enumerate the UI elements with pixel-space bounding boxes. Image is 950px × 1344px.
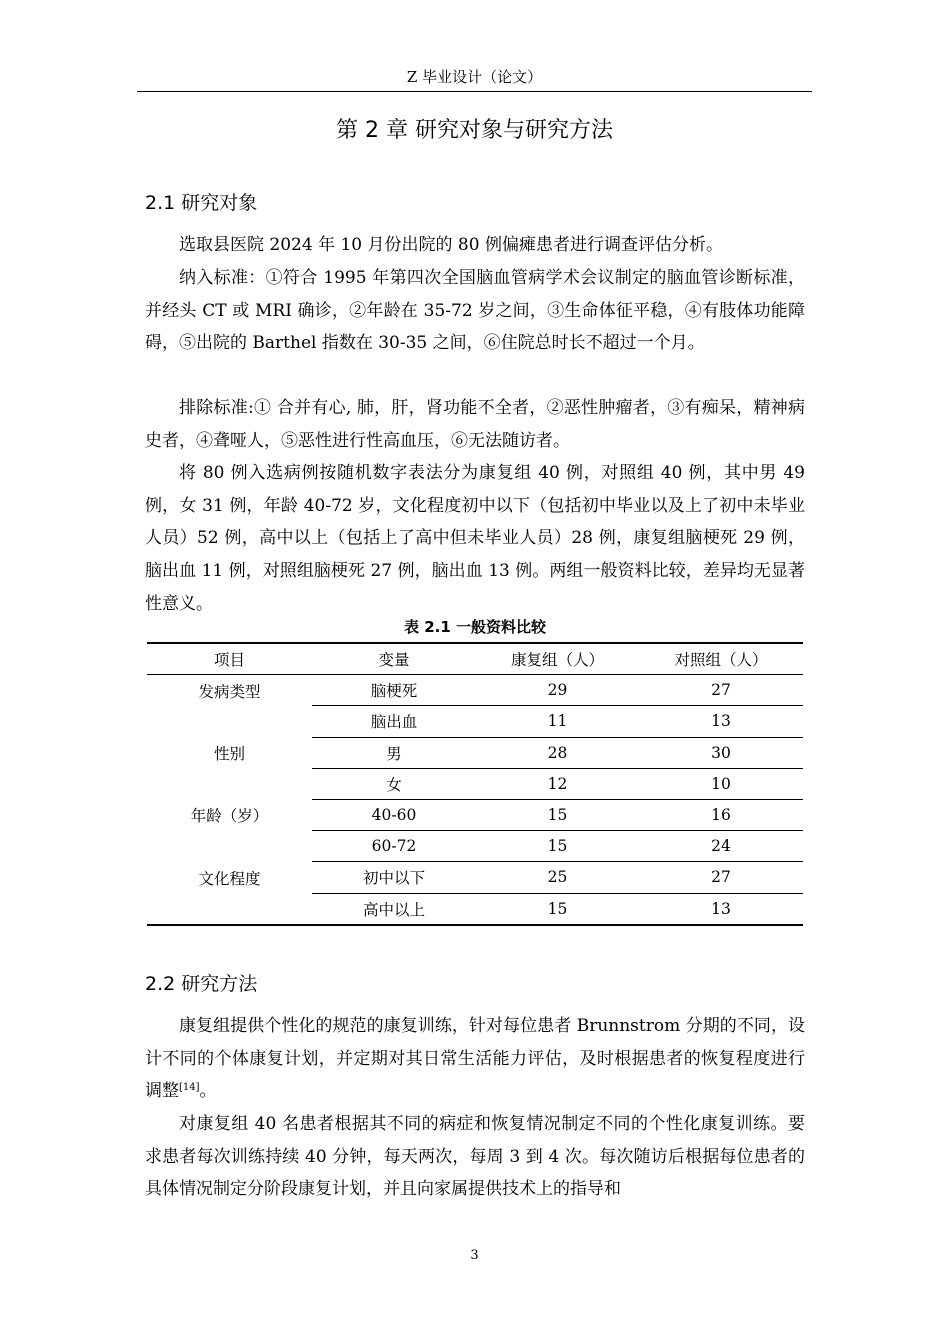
rehab-count-cell: 28 [476, 737, 639, 768]
paragraph-rehab-method-text: 康复组提供个性化的规范的康复训练，针对每位患者 Brunnstrom 分期的不同，设计不同的个体康复计划，并定期对其日常生活能力评估，及时根据患者的恢复程度进行调整 [145, 1016, 805, 1102]
page-number: 3 [470, 1248, 479, 1263]
running-header: Z 毕业设计（论文） [406, 68, 543, 86]
paragraph-end-punctuation: 。 [199, 1081, 217, 1102]
control-count-cell: 27 [639, 862, 803, 893]
paragraph-training-plan: 对康复组 40 名患者根据其不同的病症和恢复情况制定不同的个性化康复训练。要求患者每次训练持续 40 分钟，每天两次，每周 3 到 4 次。每次随访后根据每位患者的具体情况制定分阶段康复计划，并且向家属提供技术上的指导和 [145, 1114, 805, 1200]
rehab-count-cell: 15 [476, 799, 639, 830]
category-cell: 性别 [213, 745, 245, 764]
column-header-item: 项目 [147, 643, 312, 675]
category-cell: 年龄（岁） [190, 807, 269, 826]
table-row [147, 737, 803, 768]
control-count-cell: 13 [639, 706, 803, 737]
column-header-variable: 变量 [312, 643, 476, 675]
column-header-control-group: 对照组（人） [639, 643, 803, 675]
rehab-count-cell: 15 [476, 831, 639, 862]
variable-cell: 脑梗死 [312, 675, 476, 706]
rehab-count-cell: 11 [476, 706, 639, 737]
paragraph-inclusion-criteria: 纳入标准：①符合 1995 年第四次全国脑血管病学术会议制定的脑血管诊断标准，并经头 CT 或 MRI 确诊，②年龄在 35-72 岁之间，③生命体征平稳，④有肢体功能障碍，⑤出院的 Barthel 指数在 30-35 之间，⑥住院总时长不超过一个月。 [145, 268, 805, 354]
table-row [147, 675, 803, 706]
table-caption: 表 2.1 一般资料比较 [403, 618, 547, 636]
table-row [147, 862, 803, 893]
paragraph-study-sample: 选取县医院 2024 年 10 月份出院的 80 例偏瘫患者进行调查评估分析。 [179, 235, 723, 255]
control-count-cell: 27 [639, 675, 803, 706]
table-row [147, 799, 803, 830]
section-heading-2-2: 2.2 研究方法 [145, 973, 258, 995]
rehab-count-cell: 15 [547, 899, 568, 918]
rehab-count-cell: 25 [476, 862, 639, 893]
rehab-count-cell: 29 [476, 675, 639, 706]
section-heading-2-1: 2.1 研究对象 [145, 192, 258, 214]
column-header-rehab-group: 康复组（人） [476, 643, 639, 675]
control-count-cell: 24 [639, 831, 803, 862]
paragraph-exclusion-criteria: 排除标准:① 合并有心, 肺，肝，肾功能不全者，②恶性肿瘤者，③有痴呆，精神病史者，④聋哑人，⑤恶性进行性高血压，⑥无法随访者。 [145, 398, 805, 451]
general-data-table [147, 642, 803, 926]
category-cell: 文化程度 [198, 869, 261, 888]
header-rule [137, 91, 812, 92]
variable-cell: 40-60 [312, 799, 476, 830]
variable-cell: 初中以下 [312, 862, 476, 893]
control-count-cell: 30 [639, 737, 803, 768]
variable-cell: 脑出血 [312, 706, 476, 737]
control-count-cell: 10 [639, 768, 803, 799]
variable-cell: 男 [312, 737, 476, 768]
variable-cell: 女 [312, 768, 476, 799]
citation-reference[interactable]: [14] [179, 1082, 200, 1094]
category-cell: 发病类型 [198, 683, 261, 702]
variable-cell: 高中以上 [362, 900, 425, 919]
paragraph-grouping: 将 80 例入选病例按随机数字表法分为康复组 40 例，对照组 40 例，其中男 49 例，女 31 例，年龄 40-72 岁，文化程度初中以下（包括初中毕业以及上了初中未毕业人员）52 例，高中以上（包括上了高中但未毕业人员）28 例，康复组脑梗死 29 例，脑出血 11 例，对照组脑梗死 27 例，脑出血 13 例。两组一般资料比较，差异均无显著性意义。 [145, 463, 805, 614]
control-count-cell: 16 [639, 799, 803, 830]
paragraph-rehab-method [145, 1010, 805, 1108]
chapter-title: 第 2 章 研究对象与研究方法 [336, 118, 613, 143]
control-count-cell: 13 [711, 899, 731, 918]
variable-cell: 60-72 [312, 831, 476, 862]
rehab-count-cell: 12 [476, 768, 639, 799]
table-header-row [147, 643, 803, 675]
